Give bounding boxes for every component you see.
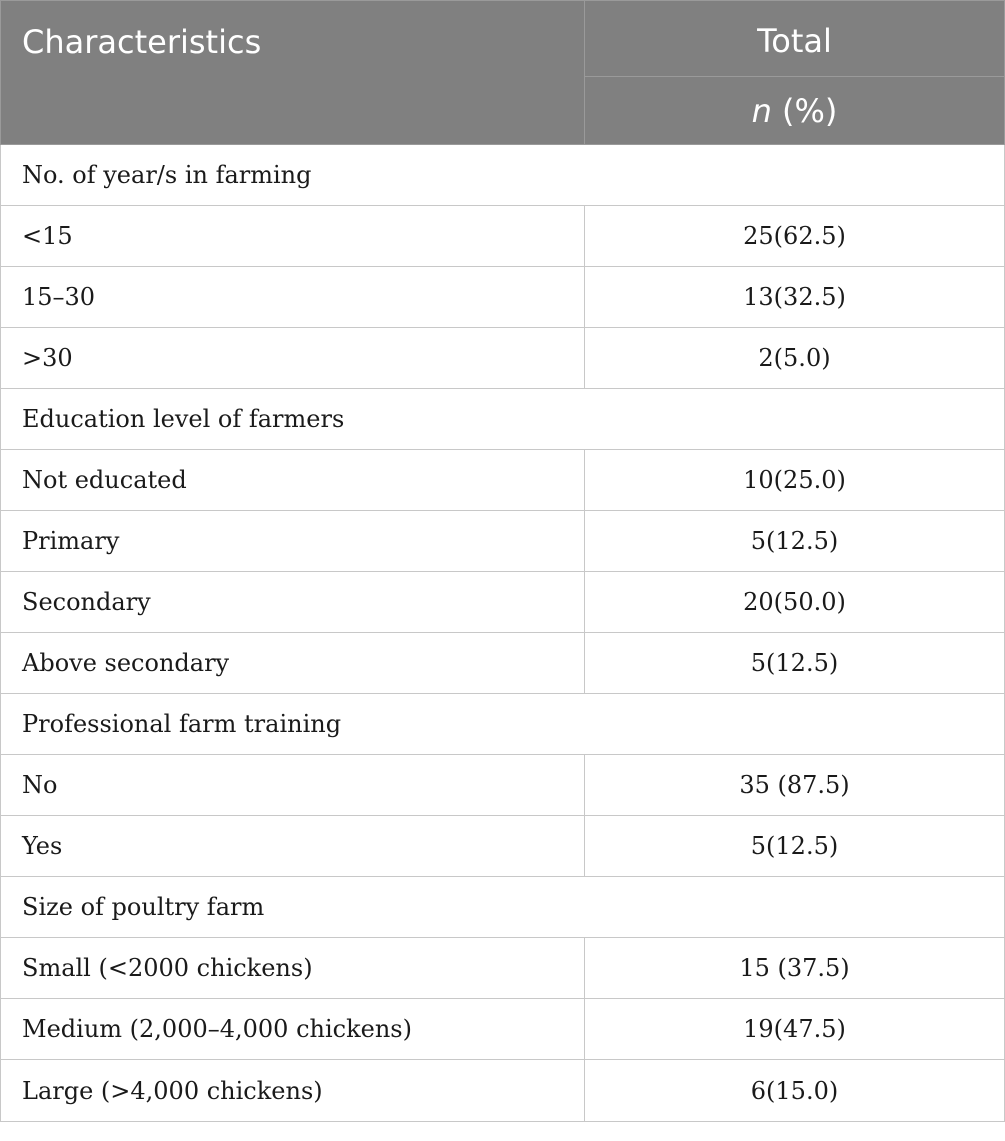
row-value: 5(12.5)	[585, 633, 1005, 694]
table-row	[1, 450, 1005, 511]
table-row	[1, 572, 1005, 633]
group-label: Size of poultry farm	[1, 877, 1005, 938]
row-value: 2(5.0)	[585, 328, 1005, 389]
row-value: 15 (37.5)	[585, 938, 1005, 999]
row-value: 10(25.0)	[585, 450, 1005, 511]
row-label: Medium (2,000–4,000 chickens)	[1, 999, 585, 1060]
row-value: 5(12.5)	[585, 511, 1005, 572]
table-row	[1, 755, 1005, 816]
row-label: Large (>4,000 chickens)	[1, 1060, 585, 1122]
table-row	[1, 633, 1005, 694]
row-value: 35 (87.5)	[585, 755, 1005, 816]
table-row	[1, 267, 1005, 328]
table-row	[1, 938, 1005, 999]
table-body	[1, 145, 1005, 1122]
group-row	[1, 694, 1005, 755]
group-label: Education level of farmers	[1, 389, 1005, 450]
header-row-1	[1, 1, 1005, 77]
row-label: <15	[1, 206, 585, 267]
group-row	[1, 877, 1005, 938]
row-value: 19(47.5)	[585, 999, 1005, 1060]
group-row	[1, 145, 1005, 206]
table-row	[1, 206, 1005, 267]
row-label: Secondary	[1, 572, 585, 633]
row-label: Above secondary	[1, 633, 585, 694]
group-row	[1, 389, 1005, 450]
table-header	[1, 1, 1005, 145]
row-label: Primary	[1, 511, 585, 572]
row-label: Not educated	[1, 450, 585, 511]
group-label: Professional farm training	[1, 694, 1005, 755]
row-value: 25(62.5)	[585, 206, 1005, 267]
row-label: Yes	[1, 816, 585, 877]
header-n-percent	[585, 77, 1005, 145]
table-row	[1, 816, 1005, 877]
header-characteristics: Characteristics	[1, 1, 585, 145]
row-label: >30	[1, 328, 585, 389]
group-label: No. of year/s in farming	[1, 145, 1005, 206]
row-label: No	[1, 755, 585, 816]
header-total: Total	[585, 1, 1005, 77]
table-row	[1, 511, 1005, 572]
row-value: 13(32.5)	[585, 267, 1005, 328]
table-row	[1, 328, 1005, 389]
row-value: 20(50.0)	[585, 572, 1005, 633]
header-percent: (%)	[771, 91, 838, 130]
row-label: 15–30	[1, 267, 585, 328]
table-row	[1, 1060, 1005, 1122]
row-value: 5(12.5)	[585, 816, 1005, 877]
header-n: n	[751, 91, 772, 130]
row-value: 6(15.0)	[585, 1060, 1005, 1122]
row-label: Small (<2000 chickens)	[1, 938, 585, 999]
table-row	[1, 999, 1005, 1060]
